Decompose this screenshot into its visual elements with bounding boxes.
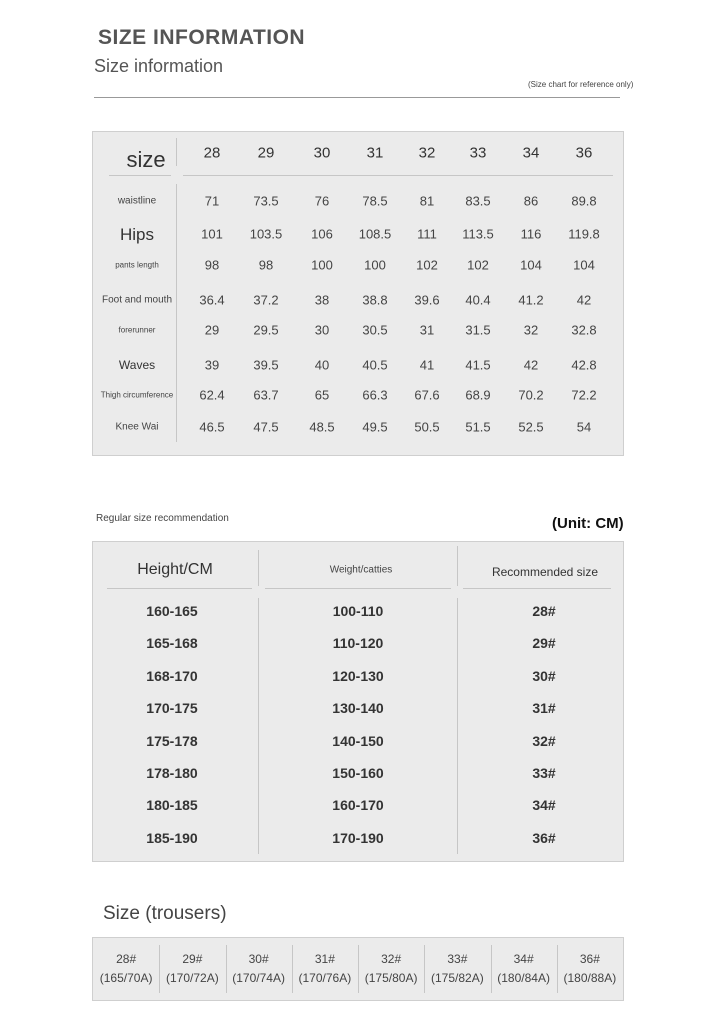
measurement-value: 78.5 [362,193,388,209]
trouser-size-code: 36# [579,952,600,966]
measurement-label: Foot and mouth [101,294,173,306]
measurement-value: 46.5 [199,419,225,435]
measurement-label: Waves [118,358,156,372]
size-recommendation-table [92,541,624,862]
trouser-size-code: 30# [248,952,269,966]
trouser-size-spec: (170/76A) [298,971,352,985]
header-divider-vertical [176,138,177,166]
measurement-value: 42.8 [571,357,597,373]
height-cell: 175-178 [146,732,198,749]
trouser-cell-divider [491,945,492,993]
measurement-value: 36.4 [199,292,225,308]
measurement-value: 66.3 [362,387,388,403]
trouser-cell-divider [424,945,425,993]
header-underline-1 [107,588,252,589]
trouser-size-code: 29# [182,952,203,966]
measurement-value: 100 [364,257,386,273]
measurement-value: 39 [204,357,220,373]
trouser-size-code: 32# [381,952,402,966]
trouser-size-cell [292,938,358,1000]
measurement-value: 41.5 [465,357,491,373]
size-header-cell: 32 [418,144,436,162]
measurement-value: 37.2 [253,292,279,308]
measurement-label: pants length [115,260,159,270]
measurement-value: 83.5 [465,193,491,209]
measurement-value: 54 [576,419,592,435]
height-cell: 185-190 [146,829,198,846]
measurement-value: 49.5 [362,419,388,435]
height-cell: 160-165 [146,603,198,619]
measurement-value: 51.5 [465,419,491,435]
trouser-size-cell [491,938,557,1000]
col-divider-1 [258,598,259,854]
size-header-cell: 28 [203,144,221,162]
measurement-value: 47.5 [253,419,279,435]
trouser-size-spec: (170/72A) [166,971,219,985]
measurement-value: 42 [523,357,539,373]
weight-cell: 160-170 [332,797,384,814]
measurement-value: 102 [467,257,489,273]
measurement-value: 89.8 [571,193,597,209]
measurement-value: 30 [314,322,330,338]
recommended-size-cell: 30# [532,667,556,684]
measurement-value: 41.2 [518,292,544,308]
measurement-value: 65 [314,387,330,403]
header-divider [94,97,620,98]
measurement-value: 42 [576,292,592,308]
header-height: Height/CM [137,561,213,578]
trousers-size-strip [92,937,624,1001]
trouser-size-cell [557,938,623,1000]
measurement-value: 67.6 [414,387,440,403]
trouser-size-spec: (180/88A) [563,971,617,985]
measurement-value: 98 [258,257,274,273]
measurement-value: 38 [314,292,330,308]
measurement-value: 101 [201,226,223,242]
measurement-label: Knee Wai [115,421,159,433]
trouser-size-cell [93,938,159,1000]
measurement-value: 104 [520,257,542,273]
measurement-value: 32.8 [571,322,597,338]
height-cell: 180-185 [146,797,198,814]
measurement-value: 73.5 [253,193,279,209]
trouser-size-spec: (175/82A) [431,971,484,985]
measurement-value: 108.5 [358,226,392,242]
measurement-value: 102 [416,257,438,273]
measurement-value: 104 [573,257,595,273]
weight-cell: 130-140 [332,700,384,717]
trouser-cell-divider [557,945,558,993]
size-chart-table [92,131,624,456]
size-header-cell: 29 [257,144,275,162]
size-header-cell: 33 [469,144,487,162]
recommendation-label: Regular size recommendation [96,513,229,524]
trouser-size-spec: (170/74A) [232,971,285,985]
measurement-value: 68.9 [465,387,491,403]
measurement-value: 86 [523,193,539,209]
trouser-size-spec: (165/70A) [99,971,153,985]
measurement-value: 116 [520,226,542,242]
weight-cell: 170-190 [332,829,384,846]
recommended-size-cell: 34# [532,797,556,814]
trouser-size-spec: (180/84A) [497,971,550,985]
header-underline-2 [265,588,451,589]
trouser-cell-divider [159,945,160,993]
page-title: SIZE INFORMATION [98,26,306,49]
measurement-label: Thigh circumference [100,390,174,400]
size-header-cell: 30 [313,144,331,162]
unit-label: (Unit: CM) [552,515,624,532]
col-divider-2 [457,598,458,854]
measurement-value: 40 [314,357,330,373]
measurement-value: 48.5 [309,419,335,435]
recommended-size-cell: 36# [532,829,556,846]
measurement-value: 119.8 [568,226,600,242]
measurement-value: 111 [417,226,437,242]
trouser-size-cell [159,938,225,1000]
measurement-value: 50.5 [414,419,440,435]
measurement-value: 31 [419,322,435,338]
measurement-value: 63.7 [253,387,279,403]
measurement-value: 41 [419,357,435,373]
measurement-value: 29 [204,322,220,338]
measurement-label: Hips [119,225,155,244]
measurement-value: 39.5 [253,357,279,373]
weight-cell: 120-130 [332,667,384,684]
weight-cell: 140-150 [332,732,384,749]
height-cell: 168-170 [146,667,198,684]
trouser-cell-divider [226,945,227,993]
measurement-value: 103.5 [249,226,283,242]
trouser-size-code: 28# [116,952,137,966]
size-header-cell: 36 [575,144,593,162]
measurement-value: 40.4 [465,292,491,308]
trouser-size-cell [358,938,424,1000]
height-cell: 170-175 [146,700,198,717]
measurement-value: 52.5 [518,419,544,435]
measurement-value: 62.4 [199,387,225,403]
recommended-size-cell: 28# [532,603,556,619]
measurement-label: forerunner [118,325,156,335]
reference-note: (Size chart for reference only) [528,80,634,89]
measurement-value: 72.2 [571,387,597,403]
measurement-value: 100 [311,257,333,273]
height-cell: 165-168 [146,635,198,652]
trouser-size-code: 31# [314,952,335,966]
trouser-size-cell [424,938,490,1000]
trouser-size-code: 33# [447,952,468,966]
recommended-size-cell: 33# [532,765,556,781]
measurement-value: 30.5 [362,322,388,338]
measurement-value: 113.5 [462,226,494,242]
header-underline-3 [463,588,611,589]
trouser-size-cell [226,938,292,1000]
measurement-value: 32 [523,322,539,338]
page-subtitle: Size information [94,56,224,76]
measurement-value: 98 [204,257,220,273]
height-cell: 178-180 [146,765,198,781]
size-header-cell: 31 [366,144,384,162]
header-weight: Weight/catties [329,564,393,576]
header-row-divider-left [109,175,171,176]
header-recommended-size: Recommended size [491,565,599,579]
col-divider-top-2 [457,546,458,586]
col-divider-top-1 [258,550,259,586]
measurement-value: 70.2 [518,387,544,403]
size-corner-label: size [126,147,166,172]
measurement-value: 38.8 [362,292,388,308]
trouser-cell-divider [358,945,359,993]
weight-cell: 110-120 [332,635,384,652]
recommended-size-cell: 32# [532,732,556,749]
label-column-divider [176,184,177,442]
recommended-size-cell: 31# [532,700,556,717]
recommended-size-cell: 29# [532,635,556,652]
header-row-divider [183,175,613,176]
measurement-value: 40.5 [362,357,388,373]
trouser-size-spec: (175/80A) [364,971,418,985]
measurement-label: waistline [117,195,157,207]
measurement-value: 29.5 [253,322,279,338]
measurement-value: 81 [419,193,435,209]
trouser-size-code: 34# [513,952,534,966]
trousers-title: Size (trousers) [103,903,227,924]
measurement-value: 106 [311,226,333,242]
measurement-value: 39.6 [414,292,440,308]
size-header-cell: 34 [522,144,540,162]
weight-cell: 100-110 [332,603,384,619]
measurement-value: 76 [314,193,330,209]
weight-cell: 150-160 [332,765,384,781]
measurement-value: 31.5 [465,322,491,338]
trouser-cell-divider [292,945,293,993]
measurement-value: 71 [204,193,220,209]
